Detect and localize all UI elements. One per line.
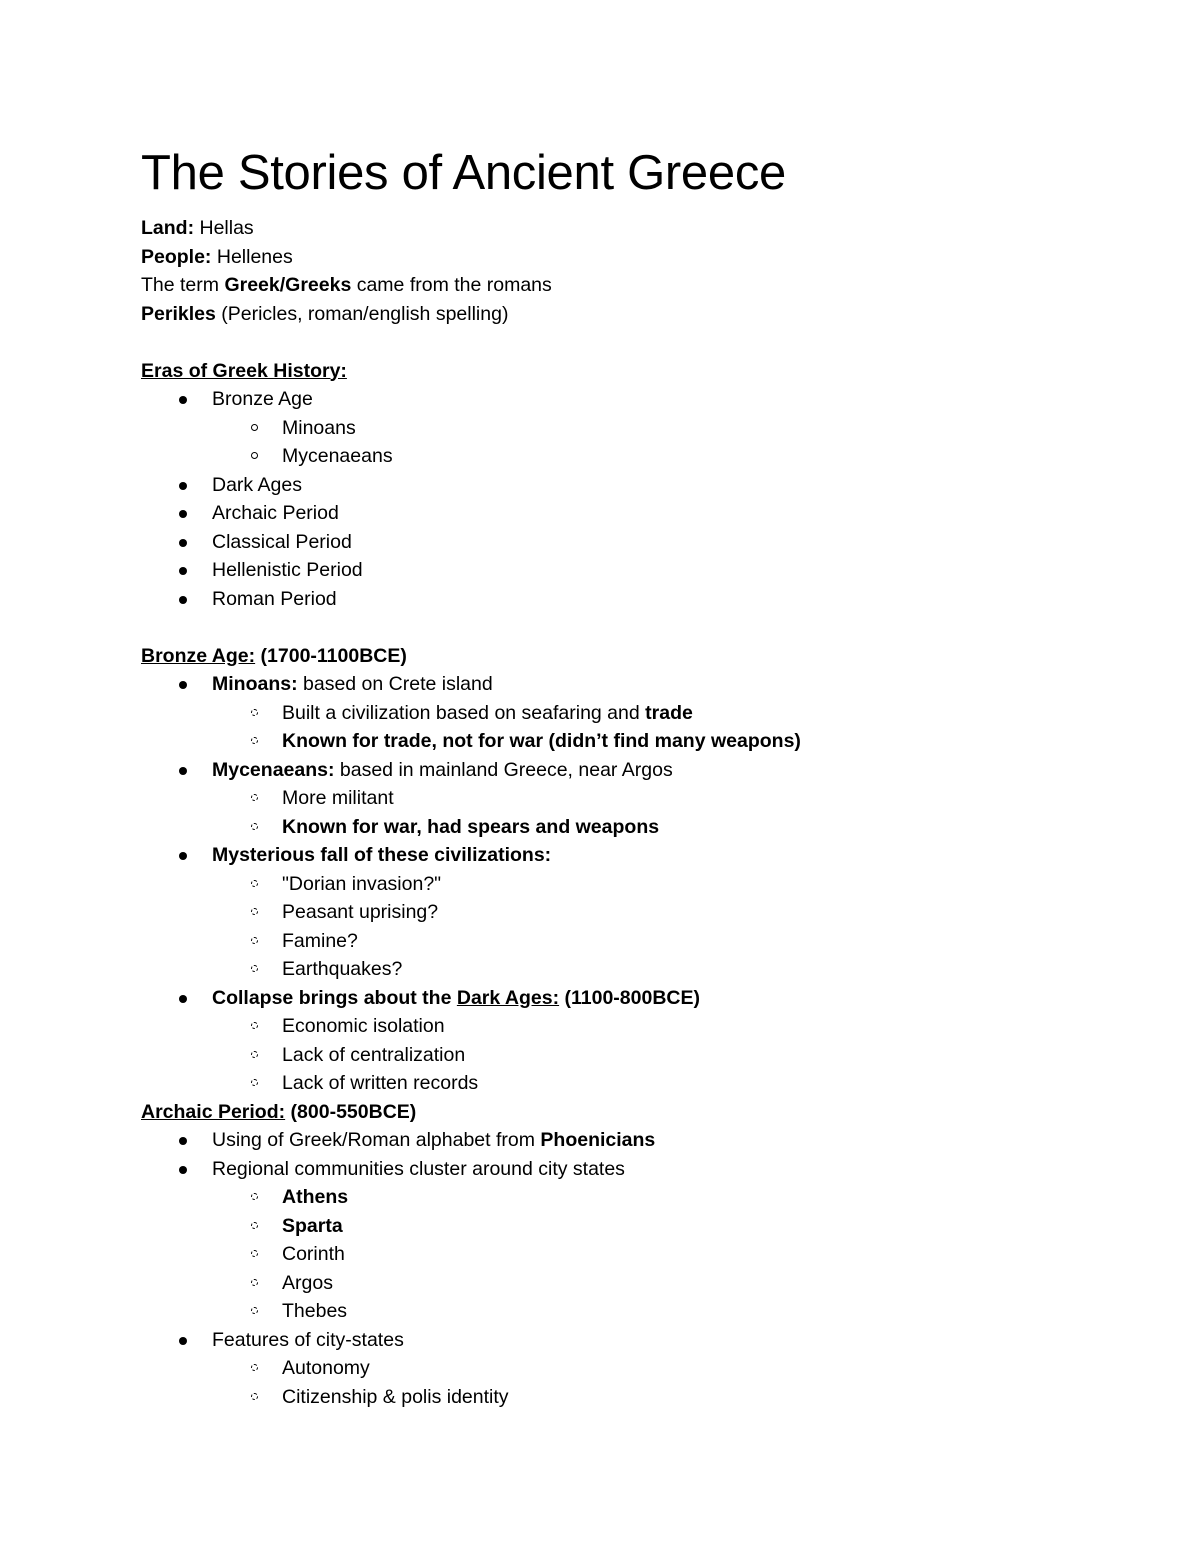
list-item xyxy=(141,499,1101,528)
list-item xyxy=(141,1126,1101,1155)
list-item xyxy=(141,1269,1101,1298)
list-item-text: Minoans xyxy=(282,416,356,439)
list-item xyxy=(141,1012,1101,1041)
archaic-dates: (800-550BCE) xyxy=(285,1100,417,1123)
circle-bullet-icon xyxy=(251,709,258,716)
circle-bullet-icon xyxy=(251,1250,258,1257)
list-item xyxy=(141,955,1101,984)
list-item-text: Known for war, had spears and weapons xyxy=(282,815,660,838)
list-item-text: Citizenship & polis identity xyxy=(282,1385,509,1408)
list-item xyxy=(141,585,1101,614)
bullet-icon xyxy=(179,852,187,860)
list-item-text: Archaic Period xyxy=(212,502,339,524)
list-item xyxy=(141,1240,1101,1269)
bronze-dates: (1700-1100BCE) xyxy=(255,644,407,667)
list-item-text: Mycenaeans xyxy=(282,445,393,467)
people-value: Hellenes xyxy=(211,245,293,268)
bullet-icon xyxy=(179,995,187,1003)
circle-bullet-icon xyxy=(251,1022,258,1029)
perikles-label: Perikles xyxy=(141,302,216,325)
list-item-text: Features of city-states xyxy=(212,1328,404,1351)
list-item xyxy=(141,556,1101,585)
list-item-text: Lack of written records xyxy=(282,1072,479,1094)
bullet-icon xyxy=(179,767,187,775)
list-item-text: Argos xyxy=(282,1271,333,1294)
land-line xyxy=(141,214,1101,243)
land-value: Hellas xyxy=(194,217,254,239)
people-line xyxy=(141,243,1101,272)
list-item-text: Built a civilization based on seafaring and xyxy=(282,701,646,724)
list-item-text: "Dorian invasion?" xyxy=(282,872,442,895)
list-item-bold: trade xyxy=(645,701,693,724)
term-line xyxy=(141,271,1101,300)
list-item-text: Bronze Age xyxy=(212,388,313,410)
bullet-icon xyxy=(179,596,187,604)
circle-bullet-icon xyxy=(251,1364,258,1371)
circle-bullet-icon xyxy=(251,1051,258,1058)
bullet-icon xyxy=(179,681,187,689)
bullet-icon xyxy=(179,567,187,575)
list-item-text: More militant xyxy=(282,787,394,809)
list-item-text: Lack of centralization xyxy=(282,1043,466,1066)
archaic-heading: Archaic Period: xyxy=(141,1100,286,1123)
list-item-text: Corinth xyxy=(282,1243,345,1265)
term-pre: The term xyxy=(141,274,225,296)
list-item-text: Using of Greek/Roman alphabet from xyxy=(212,1129,541,1151)
bullet-icon xyxy=(179,1137,187,1145)
list-item-text: Earthquakes? xyxy=(282,958,403,980)
list-item-text: Known for trade, not for war (didn’t find many weapons) xyxy=(282,730,801,752)
list-item-bold: Phoenicians xyxy=(540,1129,656,1151)
list-item-text: Athens xyxy=(282,1186,349,1208)
list-item xyxy=(141,442,1101,471)
list-item xyxy=(141,984,1101,1013)
term-bold: Greek/Greeks xyxy=(224,274,352,296)
circle-bullet-icon xyxy=(251,1279,258,1286)
list-item xyxy=(141,1155,1101,1184)
list-item-text: Collapse brings about the xyxy=(212,986,457,1009)
page-title: The Stories of Ancient Greece xyxy=(141,146,786,200)
list-item xyxy=(141,1069,1101,1098)
circle-bullet-icon xyxy=(251,1193,258,1200)
mycenaeans-value: based in mainland Greece, near Argos xyxy=(334,758,673,781)
list-item-text: Sparta xyxy=(282,1214,343,1237)
list-item xyxy=(141,699,1101,728)
list-item-text: Roman Period xyxy=(212,587,337,610)
list-item xyxy=(141,727,1101,756)
list-item xyxy=(141,414,1101,443)
spacer xyxy=(141,613,1101,642)
circle-bullet-icon xyxy=(251,424,258,431)
list-item xyxy=(141,870,1101,899)
list-item xyxy=(141,471,1101,500)
archaic-heading-line xyxy=(141,1098,1101,1127)
term-post: came from the romans xyxy=(351,274,552,296)
list-item-text: Classical Period xyxy=(212,530,352,553)
circle-bullet-icon xyxy=(251,1079,258,1086)
bullet-icon xyxy=(179,482,187,490)
eras-heading: Eras of Greek History: xyxy=(141,359,347,382)
list-item xyxy=(141,1183,1101,1212)
circle-bullet-icon xyxy=(251,794,258,801)
bullet-icon xyxy=(179,510,187,518)
list-item xyxy=(141,927,1101,956)
circle-bullet-icon xyxy=(251,1222,258,1229)
document-page xyxy=(141,140,1101,1411)
circle-bullet-icon xyxy=(251,908,258,915)
list-item xyxy=(141,385,1101,414)
bullet-icon xyxy=(179,539,187,547)
list-item-text: Dark Ages xyxy=(212,473,302,496)
dark-ages-heading: Dark Ages: xyxy=(456,986,560,1009)
perikles-value: (Pericles, roman/english spelling) xyxy=(215,302,509,325)
circle-bullet-icon xyxy=(251,1307,258,1314)
list-item xyxy=(141,1354,1101,1383)
list-item xyxy=(141,1326,1101,1355)
list-item xyxy=(141,1212,1101,1241)
list-item xyxy=(141,1297,1101,1326)
list-item-text: Mysterious fall of these civilizations: xyxy=(212,844,552,866)
list-item-text: Thebes xyxy=(282,1300,348,1322)
list-item xyxy=(141,1041,1101,1070)
list-item xyxy=(141,756,1101,785)
minoans-label: Minoans: xyxy=(212,673,298,695)
people-label: People: xyxy=(141,245,212,268)
list-item-text: Famine? xyxy=(282,929,358,952)
spacer xyxy=(141,328,1101,357)
circle-bullet-icon xyxy=(251,1393,258,1400)
mycenaeans-label: Mycenaeans: xyxy=(212,758,335,781)
circle-bullet-icon xyxy=(251,937,258,944)
circle-bullet-icon xyxy=(251,737,258,744)
list-item xyxy=(141,784,1101,813)
list-item xyxy=(141,670,1101,699)
land-label: Land: xyxy=(141,217,195,239)
bronze-heading: Bronze Age: xyxy=(141,644,256,667)
circle-bullet-icon xyxy=(251,880,258,887)
list-item xyxy=(141,841,1101,870)
list-item xyxy=(141,898,1101,927)
list-item-text: Peasant uprising? xyxy=(282,901,439,923)
circle-bullet-icon xyxy=(251,823,258,830)
bronze-heading-line xyxy=(141,642,1101,671)
circle-bullet-icon xyxy=(251,965,258,972)
bullet-icon xyxy=(179,396,187,404)
list-item xyxy=(141,528,1101,557)
bullet-icon xyxy=(179,1166,187,1174)
perikles-line xyxy=(141,300,1101,329)
list-item xyxy=(141,813,1101,842)
list-item xyxy=(141,1383,1101,1412)
list-item-text: Regional communities cluster around city states xyxy=(212,1157,625,1180)
circle-bullet-icon xyxy=(251,452,258,459)
list-item-text: Autonomy xyxy=(282,1357,370,1379)
minoans-value: based on Crete island xyxy=(297,673,493,695)
dark-ages-dates: (1100-800BCE) xyxy=(559,986,701,1009)
list-item-text: Economic isolation xyxy=(282,1015,445,1037)
list-item-text: Hellenistic Period xyxy=(212,559,363,581)
bullet-icon xyxy=(179,1337,187,1345)
